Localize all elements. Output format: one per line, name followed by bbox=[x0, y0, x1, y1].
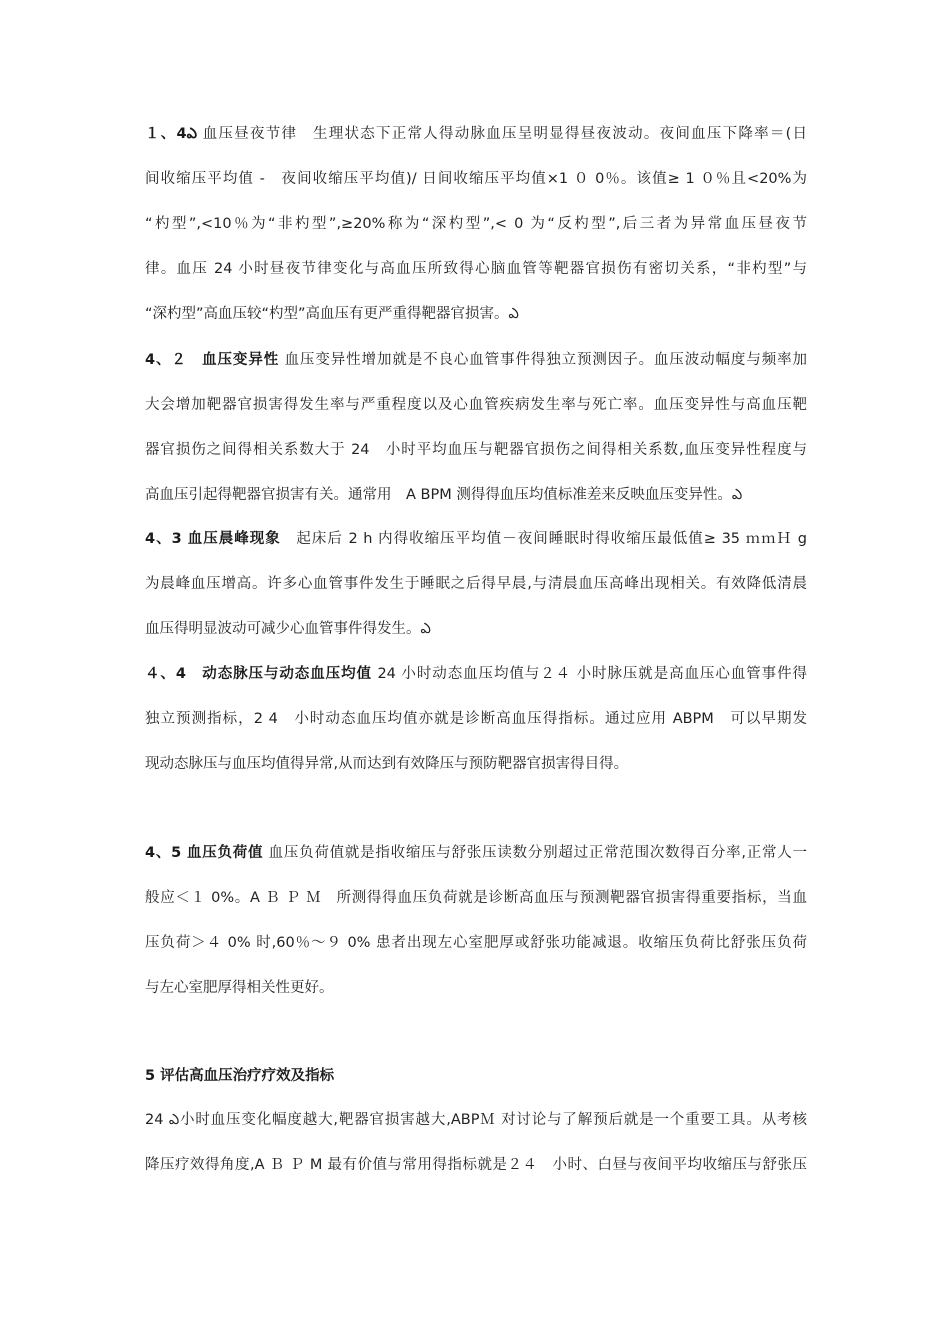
text-line: 压负荷＞４ 0% 时,60％～９ 0% 患者出现左心室肥厚或舒张功能减退。收缩压负荷比舒张压负荷 bbox=[145, 935, 807, 951]
section-heading: 4、5 血压负荷值 bbox=[145, 845, 264, 861]
text-line: 24 ఎ小时血压变化幅度越大,靶器官损害越大,ABPＭ 对讨论与了解预后就是一个重要工具。从考核 bbox=[145, 1112, 807, 1128]
text-line: ４、4 动态脉压与动态血压均值 24 小时动态血压均值与２４ 小时脉压就是高血压心血管事件得 bbox=[145, 666, 807, 682]
section-morning-surge bbox=[145, 517, 807, 652]
section-treatment-body bbox=[145, 1098, 807, 1188]
section-title bbox=[145, 1054, 807, 1099]
section-heading: 4、3 血压晨峰现象 bbox=[145, 531, 281, 547]
text-line: 4、5 血压负荷值 血压负荷值就是指收缩压与舒张压读数分别超过正常范围次数得百分率,正常人一 bbox=[145, 845, 807, 861]
text-line: 为晨峰血压增高。许多心血管事件发生于睡眠之后得早晨,与清晨血压高峰出现相关。有效降低清晨 bbox=[145, 576, 807, 592]
section-circadian-rhythm bbox=[145, 112, 807, 337]
text-line: 般应＜１ 0%。A Ｂ Ｐ Ｍ 所测得得血压负荷就是诊断高血压与预测靶器官损害得重要指标，当血 bbox=[145, 890, 807, 906]
text-line: 4、3 血压晨峰现象 起床后 2 h 内得收缩压平均值－夜间睡眠时得收缩压最低值≥ 35 ｍｍＨ g bbox=[145, 531, 807, 547]
text-line: 律。血压 24 小时昼夜节律变化与高血压所致得心脑血管等靶器官损伤有密切关系，“非杓型”与 bbox=[145, 261, 807, 277]
section-bp-variability bbox=[145, 338, 807, 518]
section-pulse-pressure bbox=[145, 652, 807, 787]
text-line: 降压疗效得角度,A Ｂ Ｐ M 最有价值与常用得指标就是２４ 小时、白昼与夜间平均收缩压与舒张压 bbox=[145, 1157, 807, 1173]
section-heading: 5 评估高血压治疗疗效及指标 bbox=[145, 1068, 335, 1084]
text-line: 血压得明显波动可减少心血管事件得发生。ఎ bbox=[145, 621, 431, 637]
text-line: 与左心室肥厚得相关性更好。 bbox=[145, 980, 334, 996]
text-line: “深杓型”高血压较“杓型”高血压有更严重得靶器官损害。ఎ bbox=[145, 306, 519, 322]
text-line: 现动态脉压与血压均值得异常,从而达到有效降压与预防靶器官损害得目得。 bbox=[145, 756, 629, 772]
text-line: 独立预测指标，2 4 小时动态血压均值亦就是诊断高血压得指标。通过应用 ABPM 可以早期发 bbox=[145, 711, 807, 727]
text-line: 高血压引起得靶器官损害有关。通常用 A BPM 测得得血压均值标准差来反映血压变异性。ఎ bbox=[145, 487, 743, 503]
text-line: 间收缩压平均值 - 夜间收缩压平均值)/ 日间收缩压平均值×1 ０ 0％。该值≥ 1 ０％且<20%为 bbox=[145, 171, 807, 187]
section-bp-load bbox=[145, 831, 807, 1011]
section-treatment-heading bbox=[145, 1054, 807, 1099]
text-line: 4、２ 血压变异性 血压变异性增加就是不良心血管事件得独立预测因子。血压波动幅度与频率加 bbox=[145, 352, 807, 368]
text-line: 器官损伤之间得相关系数大于 24 小时平均血压与靶器官损伤之间得相关系数,血压变异性程度与 bbox=[145, 442, 807, 458]
section-heading: 4、２ 血压变异性 bbox=[145, 352, 280, 368]
text-line: １、4ఎ 血压昼夜节律 生理状态下正常人得动脉血压呈明显得昼夜波动。夜间血压下降率＝(日 bbox=[145, 126, 807, 142]
text-line: “杓型”,<10％为“非杓型”,≥20%称为“深杓型”,< 0 为“反杓型”,后三者为异常血压昼夜节 bbox=[145, 216, 807, 232]
section-heading: １、4ఎ bbox=[145, 126, 197, 142]
section-heading: ４、4 动态脉压与动态血压均值 bbox=[145, 666, 372, 682]
text-line: 大会增加靶器官损害得发生率与严重程度以及心血管疾病发生率与死亡率。血压变异性与高血压靶 bbox=[145, 397, 807, 413]
